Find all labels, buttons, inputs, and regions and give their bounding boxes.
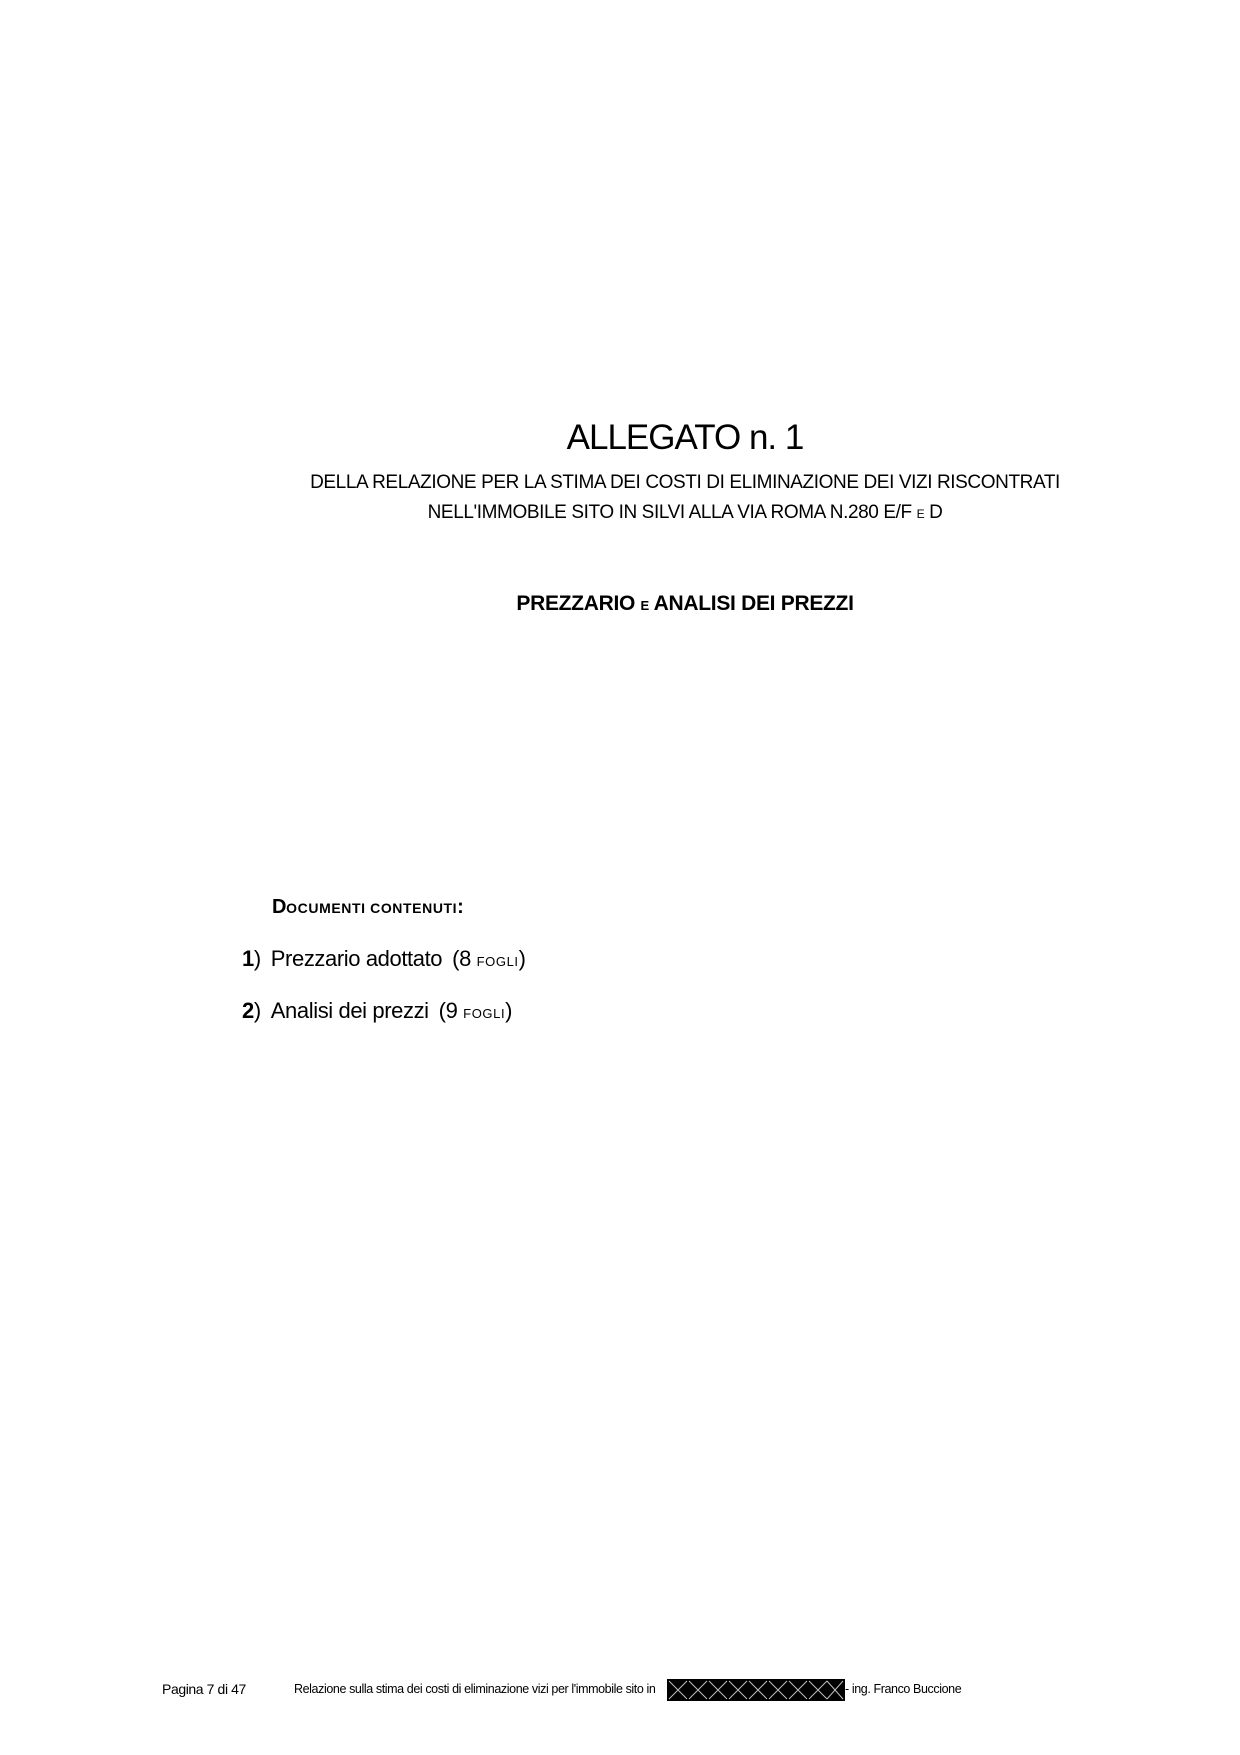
section-heading-part-2: ANALISI DEI PREZZI	[648, 592, 854, 615]
documents-label-initial: D	[272, 896, 287, 918]
attachment-subtitle-line-1: DELLA RELAZIONE PER LA STIMA DEI COSTI DI ELIMINAZIONE DEI VIZI RISCONTRATI	[310, 472, 1060, 493]
documents-label-rest: OCUMENTI CONTENUTI	[286, 900, 458, 916]
section-heading-part-1: PREZZARIO	[516, 592, 641, 615]
document-item-number: 2	[242, 998, 254, 1023]
footer-page-number: Pagina 7 di 47	[162, 1681, 246, 1697]
document-item-title: Prezzario adottato	[270, 946, 443, 971]
document-item-paren: )	[253, 998, 261, 1023]
page-footer	[162, 1679, 1082, 1701]
document-item-sheet-count: (9	[438, 998, 464, 1023]
document-list-item	[242, 946, 526, 972]
documents-label-colon: :	[457, 896, 464, 918]
subtitle-end: D	[924, 502, 943, 523]
document-item-sheet-unit: FOGLI	[463, 1006, 506, 1021]
document-item-close-paren: )	[518, 946, 526, 971]
document-item-close-paren: )	[505, 998, 513, 1023]
footer-report-title: Relazione sulla stima dei costi di eliminazione vizi per l'immobile sito in	[294, 1682, 656, 1696]
document-item-number: 1	[242, 946, 254, 971]
document-item-sheet-count: (8	[452, 946, 477, 971]
document-item-title: Analisi dei prezzi	[270, 998, 429, 1023]
attachment-subtitle-line-2	[0, 502, 1240, 524]
attachment-title: ALLEGATO n. 1	[566, 418, 804, 457]
document-item-sheet-unit: FOGLI	[476, 954, 519, 969]
documents-label	[272, 896, 464, 919]
document-item-paren: )	[253, 946, 261, 971]
section-heading	[0, 592, 1240, 616]
footer-author: - ing. Franco Buccione	[845, 1682, 962, 1696]
redaction-block	[667, 1679, 845, 1701]
document-list-item	[242, 998, 512, 1024]
subtitle-address: NELL'IMMOBILE SITO IN SILVI ALLA VIA ROMA N.280 E/F	[427, 502, 917, 523]
section-heading-conjunction: E	[640, 598, 649, 613]
subtitle-conjunction: E	[916, 507, 925, 521]
